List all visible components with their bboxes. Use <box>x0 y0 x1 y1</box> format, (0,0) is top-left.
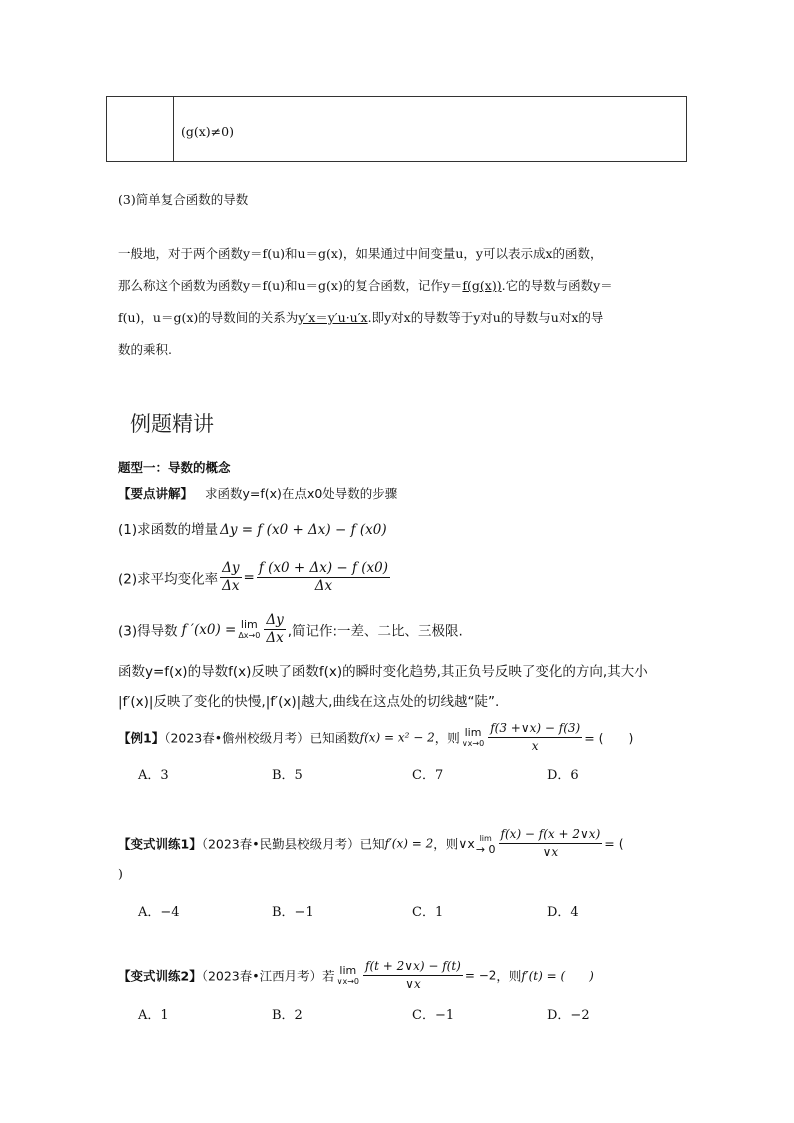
step1-formula: Δy = f (x0 + Δx) − f (x0) <box>220 522 387 538</box>
variant2-option-c: C．−1 <box>412 1008 455 1023</box>
variant1-option-d: D．4 <box>547 905 579 920</box>
section-title: 例题精讲 <box>130 412 214 436</box>
variant2-option-a: A．1 <box>138 1008 169 1023</box>
table-column-divider <box>173 97 174 161</box>
variant1-option-c: C．1 <box>412 905 444 920</box>
key-point-line <box>118 484 397 502</box>
example1-question: 【例1】（2023春•儋州校级月考）已知函数f(x) = x² − 2，则 lim ∨x→0 $\frac{f(3 +\vee x) - f(3)}{x}$ = ( ) <box>118 721 634 753</box>
variant1-close-paren: ) <box>118 866 123 881</box>
example1-option-a: A．3 <box>138 768 169 783</box>
example1-option-b: B．5 <box>272 768 303 783</box>
key-point-label: 【要点讲解】 <box>118 486 194 501</box>
step2-line: (2)求平均变化率 $\frac{\Delta y}{\Delta x}$ = $\frac{f (x0 + \Delta x) - f (x0)}{\Delta x}$ <box>118 560 389 594</box>
example1-option-d: D．6 <box>547 768 579 783</box>
example1-option-c: C．7 <box>412 768 444 783</box>
chain-rule-formula: y′x＝y′u·u′x <box>298 310 368 325</box>
formula-table-fragment <box>106 96 687 162</box>
composite-paragraph-line3: f(u)，u＝g(x)的导数间的关系为y′x＝y′u·u′x.即y对x的导数等于y对u的导数与u对x的导 <box>118 310 604 325</box>
key-point-text: 求函数y=f(x)在点x0处导数的步骤 <box>205 486 398 501</box>
derivative-note-line1: 函数y=f(x)的导数f(x)反映了函数f(x)的瞬时变化趋势,其正负号反映了变化的方向,其大小 <box>118 664 648 680</box>
derivative-note-line2: |f′(x)|反映了变化的快慢,|f′(x)|越大,曲线在这点处的切线越“陡”. <box>118 694 500 710</box>
type1-heading: 题型一：导数的概念 <box>118 460 231 475</box>
variant2-option-b: B．2 <box>272 1008 303 1023</box>
composite-paragraph-line2: 那么称这个函数为函数y＝f(u)和u＝g(x)的复合函数，记作y＝f(g(x)).它的导数与函数y＝ <box>118 278 613 293</box>
variant1-option-b: B．−1 <box>272 905 314 920</box>
variant1-question: 【变式训练1】（2023春•民勤县校级月考）已知f′(x) = 2，则∨x lim → 0 $\frac{f(x) - f(x + 2\vee x)}{\vee x}$ = ( <box>118 827 624 859</box>
step2-numerator: f (x0 + Δx) − f (x0) <box>258 560 389 576</box>
composite-notation: f(g(x)) <box>462 278 502 293</box>
step3-line: (3)得导数 f ′(x0) = lim Δx→0 $\frac{\Delta y}{\Delta x}$ ,简记作:一差、二比、三极限. <box>118 612 463 646</box>
section3-heading: (3)简单复合函数的导数 <box>118 192 249 207</box>
table-cell-condition: (g(x)≠0) <box>181 124 234 139</box>
composite-paragraph-line1: 一般地，对于两个函数y＝f(u)和u＝g(x)，如果通过中间变量u，y可以表示成x的函数， <box>118 246 603 261</box>
variant1-option-a: A．−4 <box>138 905 180 920</box>
variant2-option-d: D．−2 <box>547 1008 590 1023</box>
step1-line: (1)求函数的增量 Δy = f (x0 + Δx) − f (x0) <box>118 522 387 538</box>
composite-paragraph-line4: 数的乘积. <box>118 342 172 357</box>
variant2-question: 【变式训练2】（2023春•江西月考）若 lim ∨x→0 $\frac{f(t + 2\vee x) - f(t)}{\vee x}$ = −2，则f′(t) = ( ) <box>118 959 594 991</box>
